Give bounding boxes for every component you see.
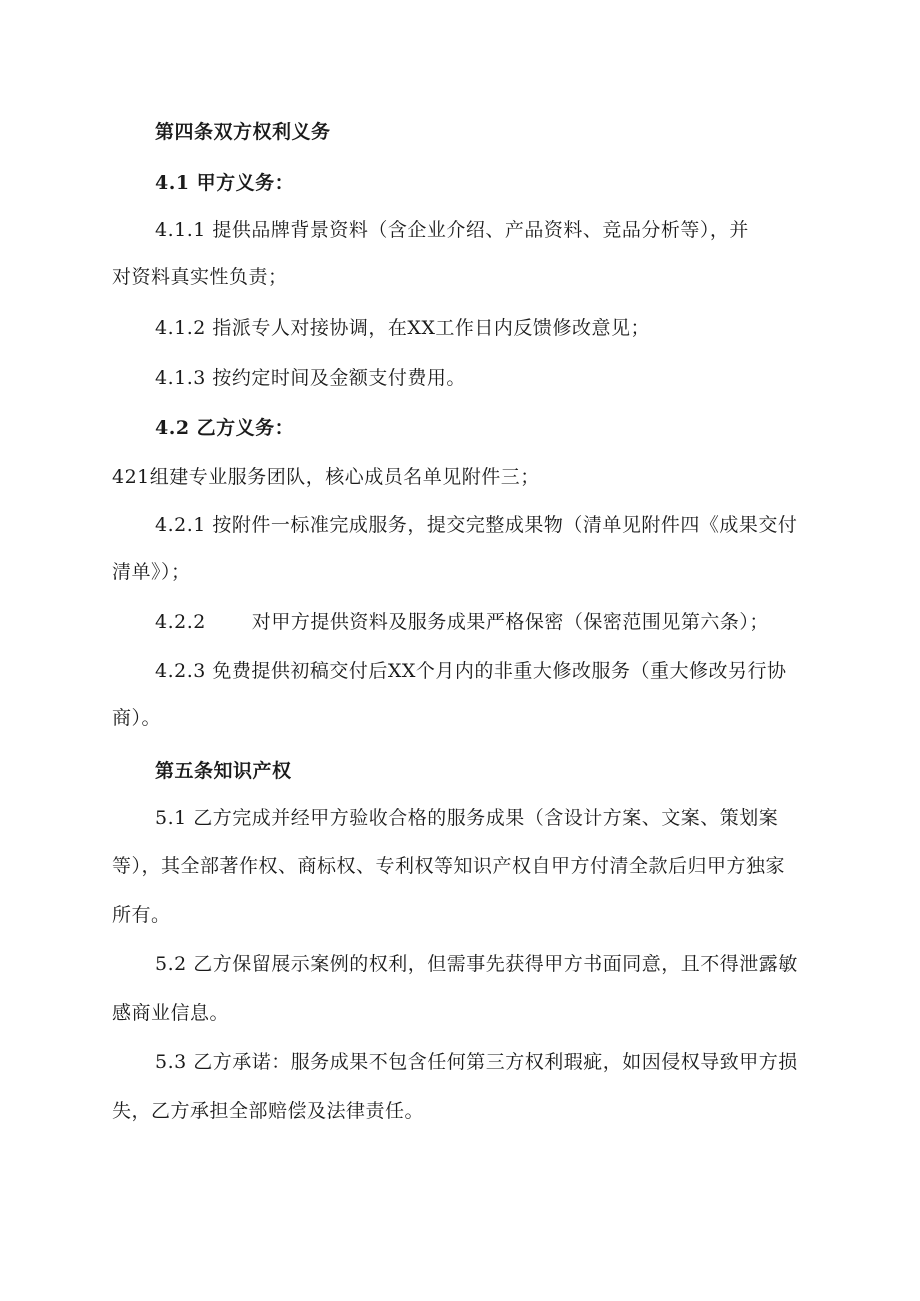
clause-4-1-3: 4.1.3 按约定时间及金额支付费用。: [155, 367, 466, 389]
clause-4-2-2-number: 4.2.2: [155, 611, 206, 633]
clause-4-1-1-line-2: 对资料真实性负责；: [112, 266, 288, 288]
clause-5-3-line-2: 失，乙方承担全部赔偿及法律责任。: [112, 1100, 425, 1122]
clause-4-2-2-text: 对甲方提供资料及服务成果严格保密（保密范围见第六条）；: [251, 611, 769, 633]
clause-5-2-line-2: 感商业信息。: [112, 1002, 230, 1024]
clause-4-2-1-line-2: 清单》）；: [112, 561, 191, 583]
section-4-1-heading: 4.1 甲方义务：: [155, 172, 295, 194]
clause-5-1-line-2: 等），其全部著作权、商标权、专利权等知识产权自甲方付清全款后归甲方独家: [112, 855, 786, 877]
clause-4-2-3-line-1: 4.2.3 免费提供初稿交付后XX个月内的非重大修改服务（重大修改另行协: [155, 660, 787, 682]
section-4-2-heading: 4.2 乙方义务：: [155, 417, 295, 439]
clause-4-1-1-line-1: 4.1.1 提供品牌背景资料（含企业介绍、产品资料、竞品分析等），并: [155, 219, 749, 241]
clause-4-1-2: 4.1.2 指派专人对接协调，在XX工作日内反馈修改意见；: [155, 317, 650, 339]
clause-5-2-line-1: 5.2 乙方保留展示案例的权利，但需事先获得甲方书面同意，且不得泄露敏: [155, 953, 798, 975]
clause-4-2-2: [155, 610, 855, 634]
clause-5-1-line-1: 5.1 乙方完成并经甲方验收合格的服务成果（含设计方案、文案、策划案: [155, 807, 779, 829]
article-5-heading: 第五条知识产权: [155, 760, 292, 782]
clause-5-1-line-3: 所有。: [112, 904, 171, 926]
clause-4-2-1-line-1: 4.2.1 按附件一标准完成服务，提交完整成果物（清单见附件四《成果交付: [155, 514, 798, 536]
article-4-heading: 第四条双方权利义务: [155, 121, 331, 143]
clause-5-3-line-1: 5.3 乙方承诺：服务成果不包含任何第三方权利瑕疵，如因侵权导致甲方损: [155, 1051, 798, 1073]
clause-421: 421组建专业服务团队，核心成员名单见附件三；: [112, 466, 540, 488]
clause-4-2-3-line-2: 商）。: [112, 707, 162, 729]
